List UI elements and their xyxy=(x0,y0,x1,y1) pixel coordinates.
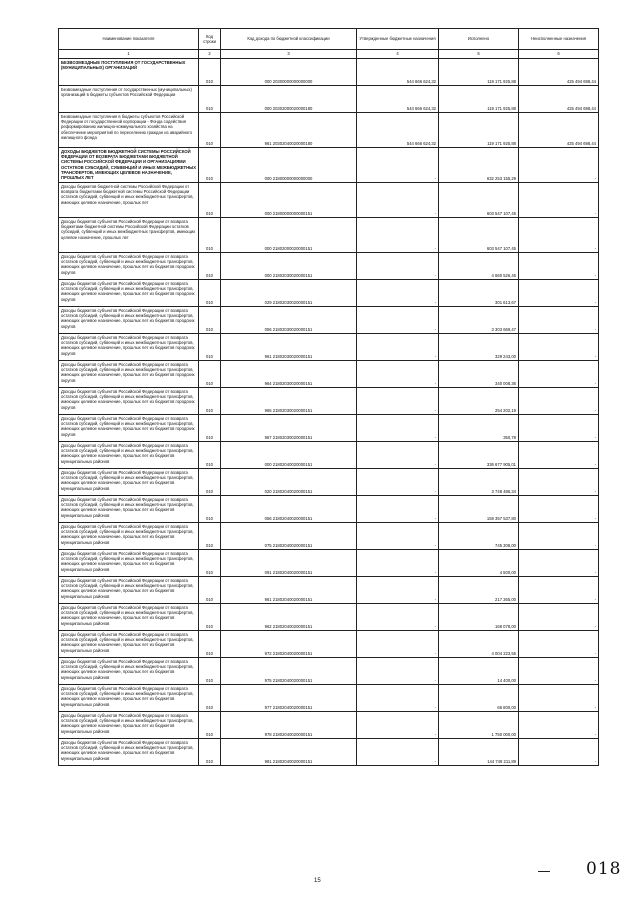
row-executed: 4 004 223,55 xyxy=(491,650,516,656)
row-executed: 603 547 107,45 xyxy=(486,210,516,216)
row-name: Доходы бюджетов субъектов Российской Федерации от возврата остатков субсидий, субвенций и иных межбюджетных трансфертов, имеющих целевое назначение, прошлых лет из бюджетов муниципальных районов xyxy=(61,443,194,464)
table-row xyxy=(59,334,599,361)
row-name: Доходы бюджетов субъектов Российской Федерации от возврата остатков субсидий, субвенций и иных межбюджетных трансфертов, имеющих целевое назначение, прошлых лет из бюджетов муниципальных районов xyxy=(61,524,194,545)
row-line-code: 010 xyxy=(206,175,213,181)
row-unexecuted: - xyxy=(594,596,596,602)
row-executed: 603 547 107,45 xyxy=(486,245,516,251)
row-unexecuted: 425 494 698,44 xyxy=(566,140,596,146)
row-approved: - xyxy=(434,326,436,332)
row-line-code: 010 xyxy=(206,272,213,278)
row-income-code: 075 21802040020000151 xyxy=(264,542,313,548)
row-name: Доходы бюджетов субъектов Российской Федерации от возврата остатков субсидий, субвенций и иных межбюджетных трансфертов, имеющих целевое назначение, прошлых лет из бюджетов муниципальных районов xyxy=(61,497,194,518)
row-approved: - xyxy=(434,380,436,386)
row-name: БЕЗВОЗМЕЗДНЫЕ ПОСТУПЛЕНИЯ ОТ ГОСУДАРСТВЕННЫХ (МУНИЦИПАЛЬНЫХ) ОРГАНИЗАЦИЙ xyxy=(61,60,186,71)
row-income-code: 000 21800000000000151 xyxy=(264,210,313,216)
row-income-code: 091 21802040020000151 xyxy=(264,569,313,575)
row-executed: 301 613,67 xyxy=(495,299,516,305)
row-executed: 329 243,00 xyxy=(495,353,516,359)
row-income-code: 981 21802040020000151 xyxy=(264,758,313,764)
row-executed: 119 171 925,88 xyxy=(487,140,516,146)
row-line-code: 010 xyxy=(206,488,213,494)
row-name: Доходы бюджетов субъектов Российской Федерации от возврата остатков субсидий, субвенций и иных межбюджетных трансфертов, имеющих целевое назначение, прошлых лет из бюджетов городских округов xyxy=(61,281,195,302)
row-unexecuted: - xyxy=(594,515,596,521)
row-unexecuted: - xyxy=(594,380,596,386)
row-name: Доходы бюджетов бюджетной системы Российской Федерации от возврата бюджетами бюджетной системы Российской Федерации остатков субсидий, субвенций и иных межбюджетных трансфертов, имеющих целевое назначение, прошлых лет xyxy=(61,184,194,205)
row-line-code: 010 xyxy=(206,210,213,216)
row-income-code: 961 20302040020000180 xyxy=(264,140,313,146)
row-income-code: 000 21802030020000151 xyxy=(264,272,313,278)
row-unexecuted: - xyxy=(594,758,596,764)
row-approved: - xyxy=(434,407,436,413)
row-income-code: 000 21800000000000000 xyxy=(264,175,313,181)
corner-dash xyxy=(538,871,550,872)
row-unexecuted: - xyxy=(594,650,596,656)
row-approved: - xyxy=(434,175,436,181)
row-approved: - xyxy=(434,731,436,737)
row-name: Доходы бюджетов субъектов Российской Федерации от возврата остатков субсидий, субвенций и иных межбюджетных трансфертов, имеющих целевое назначение, прошлых лет из бюджетов муниципальных районов xyxy=(61,632,194,653)
row-approved: - xyxy=(434,650,436,656)
table-row xyxy=(59,415,599,442)
row-approved: - xyxy=(434,210,436,216)
row-unexecuted: - xyxy=(594,461,596,467)
row-income-code: 029 21802030020000151 xyxy=(264,299,313,305)
row-income-code: 000 21802000020000151 xyxy=(264,245,313,251)
row-unexecuted: - xyxy=(594,245,596,251)
stamp-number: 018 xyxy=(586,859,622,879)
row-approved: - xyxy=(434,596,436,602)
report-sheet xyxy=(58,28,598,766)
row-unexecuted: - xyxy=(594,272,596,278)
row-executed: 159 357 537,80 xyxy=(486,515,516,521)
row-line-code: 010 xyxy=(206,380,213,386)
row-unexecuted: - xyxy=(594,488,596,494)
table-row xyxy=(59,218,599,253)
header-income-code: Код дохода по бюджетной классификации xyxy=(221,29,357,50)
row-approved: 544 666 624,32 xyxy=(406,78,436,84)
row-line-code: 010 xyxy=(206,326,213,332)
table-row xyxy=(59,712,599,739)
row-executed: 350,78 xyxy=(503,434,516,440)
row-approved: - xyxy=(434,434,436,440)
row-line-code: 010 xyxy=(206,569,213,575)
column-number: 2 xyxy=(199,50,221,59)
table-row xyxy=(59,442,599,469)
row-income-code: 000 20302000020000180 xyxy=(264,105,313,111)
table-row xyxy=(59,550,599,577)
table-row xyxy=(59,604,599,631)
column-number: 5 xyxy=(439,50,519,59)
row-executed: 4 500,00 xyxy=(499,569,516,575)
row-income-code: 962 21802040020000151 xyxy=(264,623,313,629)
row-executed: 66 800,00 xyxy=(497,704,516,710)
row-name: Безвозмездные поступления от государственных (муниципальных) организаций в бюджеты субъектов Российской Федерации xyxy=(61,87,192,98)
column-number: 6 xyxy=(519,50,599,59)
row-unexecuted: 425 494 698,44 xyxy=(566,78,596,84)
row-approved: - xyxy=(434,623,436,629)
row-approved: - xyxy=(434,758,436,764)
row-name: Доходы бюджетов субъектов Российской Федерации от возврата остатков субсидий, субвенций и иных межбюджетных трансфертов, имеющих целевое назначение, прошлых лет из бюджетов городских округов xyxy=(61,389,195,410)
table-row xyxy=(59,280,599,307)
row-approved: - xyxy=(434,272,436,278)
row-executed: 3 748 486,34 xyxy=(491,488,516,494)
row-line-code: 010 xyxy=(206,78,213,84)
row-executed: 14 400,00 xyxy=(497,677,516,683)
row-name: Доходы бюджетов субъектов Российской Федерации от возврата остатков субсидий, субвенций и иных межбюджетных трансфертов, имеющих целевое назначение, прошлых лет из бюджетов муниципальных районов xyxy=(61,659,194,680)
row-unexecuted: - xyxy=(594,731,596,737)
row-unexecuted: - xyxy=(594,542,596,548)
row-name: Доходы бюджетов субъектов Российской Федерации от возврата остатков субсидий, субвенций и иных межбюджетных трансфертов, имеющих целевое назначение, прошлых лет из бюджетов городских округов xyxy=(61,416,195,437)
row-executed: 217 365,00 xyxy=(495,596,516,602)
row-executed: 745 308,00 xyxy=(495,542,516,548)
row-line-code: 010 xyxy=(206,650,213,656)
header-line-code: Код строки xyxy=(199,29,221,50)
row-executed: 340 008,36 xyxy=(495,380,516,386)
row-line-code: 010 xyxy=(206,353,213,359)
table-row xyxy=(59,496,599,523)
row-executed: 1 750 000,00 xyxy=(491,731,516,737)
row-unexecuted: - xyxy=(594,434,596,440)
row-name: Доходы бюджетов субъектов Российской Федерации от возврата бюджетами бюджетной системы Российской Федерации остатков субсидий, субвенций и иных межбюджетных трансфертов, имеющих целевое назначение, прошлых лет xyxy=(61,219,196,240)
table-row xyxy=(59,307,599,334)
income-table xyxy=(58,28,599,766)
table-row xyxy=(59,631,599,658)
row-income-code: 961 21802030020000151 xyxy=(264,353,313,359)
row-income-code: 961 21802040020000151 xyxy=(264,596,313,602)
row-unexecuted: - xyxy=(594,210,596,216)
table-body xyxy=(59,59,599,766)
row-executed: 119 171 925,88 xyxy=(487,105,516,111)
row-income-code: 056 21802030020000151 xyxy=(264,326,313,332)
row-approved: - xyxy=(434,542,436,548)
table-row xyxy=(59,148,599,183)
row-name: Доходы бюджетов субъектов Российской Федерации от возврата остатков субсидий, субвенций и иных межбюджетных трансфертов, имеющих целевое назначение, прошлых лет из бюджетов городских округов xyxy=(61,335,195,356)
table-row xyxy=(59,739,599,766)
row-executed: 3 303 669,47 xyxy=(491,326,516,332)
row-income-code: 972 21802040020000151 xyxy=(264,650,313,656)
row-executed: 119 171 925,88 xyxy=(487,78,516,84)
row-approved: - xyxy=(434,245,436,251)
row-line-code: 010 xyxy=(206,461,213,467)
row-income-code: 965 21802030020000151 xyxy=(264,407,313,413)
row-approved: - xyxy=(434,461,436,467)
row-line-code: 010 xyxy=(206,731,213,737)
table-header-row xyxy=(59,29,599,50)
row-unexecuted: - xyxy=(594,677,596,683)
row-unexecuted: - xyxy=(594,299,596,305)
row-unexecuted: - xyxy=(594,175,596,181)
row-name: Доходы бюджетов субъектов Российской Федерации от возврата остатков субсидий, субвенций и иных межбюджетных трансфертов, имеющих целевое назначение, прошлых лет из бюджетов муниципальных районов xyxy=(61,605,194,626)
table-row xyxy=(59,523,599,550)
row-line-code: 010 xyxy=(206,407,213,413)
table-row xyxy=(59,685,599,712)
row-approved: - xyxy=(434,704,436,710)
row-unexecuted: - xyxy=(594,704,596,710)
row-income-code: 967 21802030020000151 xyxy=(264,434,313,440)
header-executed: Исполнено xyxy=(439,29,519,50)
row-name: Безвозмездные поступления в бюджеты субъектов Российской Федерации от государственной корпорации - Фонда содействия реформированию жилищно-коммунального хозяйства на обеспечение мероприятий по переселению граждан из аварийного жилищного фонда xyxy=(61,114,192,140)
row-line-code: 010 xyxy=(206,596,213,602)
row-executed: 254 202,19 xyxy=(495,407,516,413)
row-line-code: 010 xyxy=(206,245,213,251)
row-line-code: 010 xyxy=(206,140,213,146)
column-number-row xyxy=(59,50,599,59)
row-line-code: 010 xyxy=(206,758,213,764)
table-row xyxy=(59,113,599,148)
row-line-code: 010 xyxy=(206,105,213,111)
row-name: Доходы бюджетов субъектов Российской Федерации от возврата остатков субсидий, субвенций и иных межбюджетных трансфертов, имеющих целевое назначение, прошлых лет из бюджетов муниципальных районов xyxy=(61,740,194,761)
row-income-code: 000 20300000000000000 xyxy=(264,78,313,84)
row-name: Доходы бюджетов субъектов Российской Федерации от возврата остатков субсидий, субвенций и иных межбюджетных трансфертов, имеющих целевое назначение, прошлых лет из бюджетов муниципальных районов xyxy=(61,713,194,734)
row-unexecuted: 425 494 698,44 xyxy=(566,105,596,111)
table-row xyxy=(59,183,599,218)
table-row xyxy=(59,253,599,280)
row-line-code: 010 xyxy=(206,434,213,440)
table-row xyxy=(59,658,599,685)
column-number: 3 xyxy=(221,50,357,59)
table-row xyxy=(59,59,599,86)
row-unexecuted: - xyxy=(594,407,596,413)
row-executed: 144 749 211,89 xyxy=(487,758,516,764)
row-line-code: 010 xyxy=(206,704,213,710)
page-number: 15 xyxy=(314,878,321,884)
row-approved: 544 666 624,32 xyxy=(406,140,436,146)
row-approved: - xyxy=(434,488,436,494)
row-approved: - xyxy=(434,569,436,575)
row-unexecuted: - xyxy=(594,623,596,629)
row-unexecuted: - xyxy=(594,353,596,359)
table-row xyxy=(59,469,599,496)
row-name: Доходы бюджетов субъектов Российской Федерации от возврата остатков субсидий, субвенций и иных межбюджетных трансфертов, имеющих целевое назначение, прошлых лет из бюджетов муниципальных районов xyxy=(61,686,194,707)
row-approved: - xyxy=(434,353,436,359)
column-number: 1 xyxy=(59,50,199,59)
row-approved: - xyxy=(434,677,436,683)
row-executed: 168 078,00 xyxy=(495,623,516,629)
row-executed: 4 660 526,45 xyxy=(491,272,516,278)
row-name: Доходы бюджетов субъектов Российской Федерации от возврата остатков субсидий, субвенций и иных межбюджетных трансфертов, имеющих целевое назначение, прошлых лет из бюджетов муниципальных районов xyxy=(61,578,194,599)
table-row xyxy=(59,86,599,113)
row-unexecuted: - xyxy=(594,326,596,332)
row-name: Доходы бюджетов субъектов Российской Федерации от возврата остатков субсидий, субвенций и иных межбюджетных трансфертов, имеющих целевое назначение, прошлых лет из бюджетов городских округов xyxy=(61,362,195,383)
header-unexecuted: Неисполненные назначения xyxy=(519,29,599,50)
row-name: Доходы бюджетов субъектов Российской Федерации от возврата остатков субсидий, субвенций и иных межбюджетных трансфертов, имеющих целевое назначение, прошлых лет из бюджетов муниципальных районов xyxy=(61,551,194,572)
header-approved: Утвержденные бюджетные назначения xyxy=(357,29,439,50)
row-name: Доходы бюджетов субъектов Российской Федерации от возврата остатков субсидий, субвенций и иных межбюджетных трансфертов, имеющих целевое назначение, прошлых лет из бюджетов муниципальных районов xyxy=(61,470,194,491)
row-name: Доходы бюджетов субъектов Российской Федерации от возврата остатков субсидий, субвенций и иных межбюджетных трансфертов, имеющих целевое назначение, прошлых лет из бюджетов городских округов xyxy=(61,308,195,329)
row-income-code: 964 21802030020000151 xyxy=(264,380,313,386)
row-income-code: 978 21802040020000151 xyxy=(264,731,313,737)
row-executed: 336 677 905,01 xyxy=(486,461,516,467)
column-number: 4 xyxy=(357,50,439,59)
row-unexecuted: - xyxy=(594,569,596,575)
row-income-code: 056 21802040020000151 xyxy=(264,515,313,521)
row-income-code: 000 21802040020000151 xyxy=(264,461,313,467)
row-line-code: 010 xyxy=(206,542,213,548)
table-row xyxy=(59,577,599,604)
row-line-code: 010 xyxy=(206,677,213,683)
table-row xyxy=(59,361,599,388)
row-name: Доходы бюджетов субъектов Российской Федерации от возврата остатков субсидий, субвенций и иных межбюджетных трансфертов, имеющих целевое назначение, прошлых лет из бюджетов городских округов xyxy=(61,254,195,275)
row-income-code: 020 21802040020000151 xyxy=(264,488,313,494)
row-executed: 632 253 155,29 xyxy=(486,175,516,181)
row-approved: 544 666 624,32 xyxy=(406,105,436,111)
row-approved: - xyxy=(434,299,436,305)
row-name: ДОХОДЫ БЮДЖЕТОВ БЮДЖЕТНОЙ СИСТЕМЫ РОССИЙСКОЙ ФЕДЕРАЦИИ ОТ ВОЗВРАТА БЮДЖЕТАМИ БЮДЖЕТНОЙ СИСТЕМЫ РОССИЙСКОЙ ФЕДЕРАЦИИ И ОРГАНИЗАЦИЯМИ ОСТАТКОВ СУБСИДИЙ, СУБВЕНЦИЙ И ИНЫХ МЕЖБЮДЖЕТНЫХ ТРАНСФЕРТОВ, ИМЕЮЩИХ ЦЕЛЕВОЕ НАЗНАЧЕНИЕ, ПРОШЛЫХ ЛЕТ xyxy=(61,149,196,181)
header-indicator-name: Наименование показателя xyxy=(59,29,199,50)
row-line-code: 010 xyxy=(206,299,213,305)
row-line-code: 010 xyxy=(206,623,213,629)
row-income-code: 975 21802040020000151 xyxy=(264,677,313,683)
table-row xyxy=(59,388,599,415)
row-line-code: 010 xyxy=(206,515,213,521)
row-income-code: 977 21802040020000151 xyxy=(264,704,313,710)
row-approved: - xyxy=(434,515,436,521)
